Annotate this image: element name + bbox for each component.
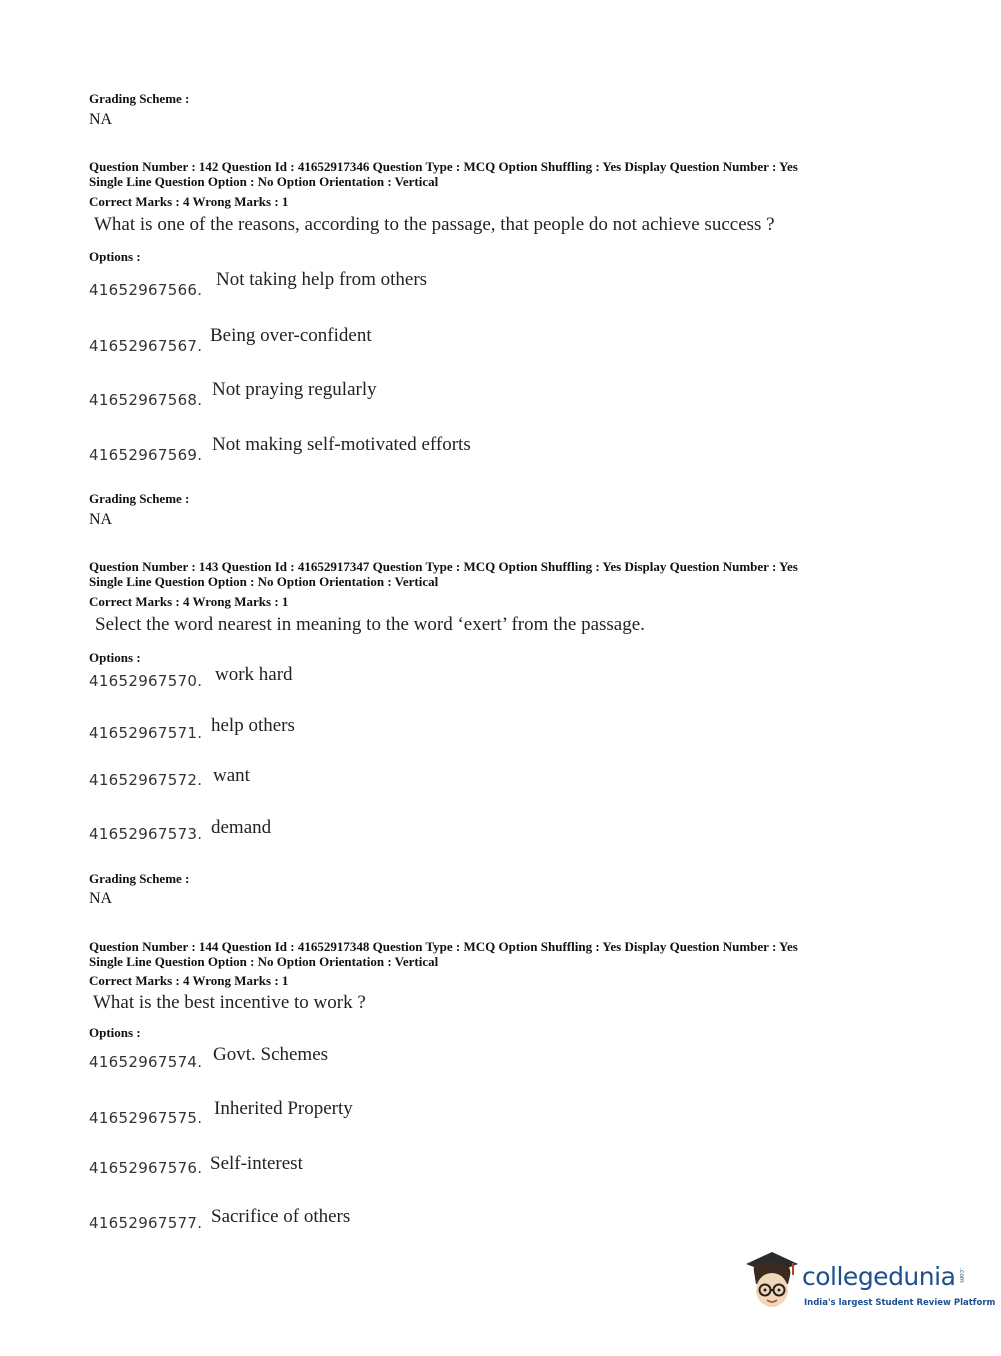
option-text: demand	[211, 817, 272, 838]
options-label: Options :	[89, 650, 141, 665]
question-meta: Question Number : 142 Question Id : 41652917346 Question Type : MCQ Option Shuffling : Yes Display Question Number : Yes	[89, 159, 798, 174]
option-text: Not taking help from others	[216, 269, 428, 290]
option-id: 41652967572.	[89, 771, 203, 789]
question-text: Select the word nearest in meaning to the word ‘exert’ from the passage.	[95, 614, 645, 635]
option-text: Not praying regularly	[212, 379, 377, 400]
collegedunia-mascot-icon	[742, 1250, 802, 1312]
option-id: 41652967570.	[89, 672, 203, 690]
option-id: 41652967574.	[89, 1053, 203, 1071]
logo-tagline: India's largest Student Review Platform	[804, 1298, 996, 1308]
grading-scheme-label: Grading Scheme :	[89, 871, 190, 886]
grading-scheme-label: Grading Scheme :	[89, 91, 190, 106]
option-text: Sacrifice of others	[211, 1206, 351, 1227]
logo-domain: .com	[958, 1268, 965, 1283]
option-id: 41652967573.	[89, 825, 203, 843]
question-meta-options: Single Line Question Option : No Option Orientation : Vertical	[89, 954, 439, 969]
option-text: Being over-confident	[210, 325, 372, 346]
option-text: Govt. Schemes	[213, 1044, 329, 1065]
option-text: Inherited Property	[214, 1098, 353, 1119]
grading-scheme-label: Grading Scheme :	[89, 491, 190, 506]
question-marks: Correct Marks : 4 Wrong Marks : 1	[89, 594, 289, 609]
question-marks: Correct Marks : 4 Wrong Marks : 1	[89, 973, 289, 988]
option-id: 41652967566.	[89, 281, 203, 299]
question-marks: Correct Marks : 4 Wrong Marks : 1	[89, 194, 289, 209]
option-id: 41652967575.	[89, 1109, 203, 1127]
options-label: Options :	[89, 1025, 141, 1040]
option-text: want	[213, 765, 250, 786]
question-meta-options: Single Line Question Option : No Option Orientation : Vertical	[89, 574, 439, 589]
question-text: What is the best incentive to work ?	[93, 992, 366, 1013]
logo-wordmark: collegedunia	[802, 1262, 956, 1291]
option-id: 41652967569.	[89, 446, 203, 464]
option-text: help others	[211, 715, 295, 736]
option-text: Not making self-motivated efforts	[212, 434, 471, 455]
question-meta: Question Number : 144 Question Id : 41652917348 Question Type : MCQ Option Shuffling : Yes Display Question Number : Yes	[89, 939, 798, 954]
grading-scheme-value: NA	[89, 111, 113, 128]
option-id: 41652967576.	[89, 1159, 203, 1177]
question-meta-options: Single Line Question Option : No Option Orientation : Vertical	[89, 174, 439, 189]
option-id: 41652967577.	[89, 1214, 203, 1232]
question-text: What is one of the reasons, according to the passage, that people do not achieve success ?	[94, 214, 775, 235]
option-text: work hard	[215, 664, 293, 685]
option-id: 41652967571.	[89, 724, 203, 742]
question-meta: Question Number : 143 Question Id : 41652917347 Question Type : MCQ Option Shuffling : Yes Display Question Number : Yes	[89, 559, 798, 574]
grading-scheme-value: NA	[89, 511, 113, 528]
option-id: 41652967567.	[89, 337, 203, 355]
grading-scheme-value: NA	[89, 890, 113, 907]
option-id: 41652967568.	[89, 391, 203, 409]
options-label: Options :	[89, 249, 141, 264]
option-text: Self-interest	[210, 1153, 303, 1174]
